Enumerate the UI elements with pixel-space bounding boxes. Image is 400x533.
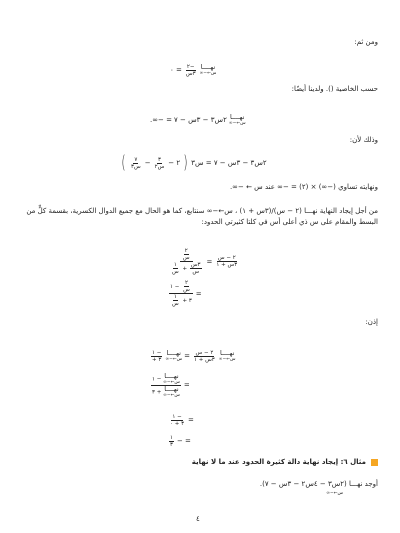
equation-9: = $\frac{- ١}{٣ + ٠}$ — [170, 413, 194, 427]
equation-8: = نهــــا س←−∞ − ١ نهــــا س←−∞ + ٣ — [152, 371, 190, 398]
equation-1: نهــــا س←−∞ $\frac{-٢}{\text{٣س}}$ = ٠ — [170, 63, 217, 77]
example-heading — [192, 458, 378, 467]
equation-3: ٢س٣ − ٣س − ٧ = س٣ ( ٢ − $\frac{٣}{\text{س٢}}$ − $\frac{٧}{\text{س٣}}$ ) — [121, 152, 267, 173]
equation-2: نهــــا س←−∞ ٢س٣ − ٣س − ٧ = −∞. — [150, 113, 246, 126]
then-text: إذن: — [365, 318, 378, 326]
limit-operator: نهــــا س←−∞ — [199, 63, 217, 76]
page-number: ٤ — [196, 515, 200, 523]
fraction: $\frac{-٢}{\text{٣س}}$ — [185, 63, 196, 77]
equation-6: نهــــا س←−∞ $\frac{\text{٢ − س}}{\text{٣س + ١}}$ = نهــــا س←−∞ $\frac{- ١}{٣ +}$ — [152, 349, 236, 363]
paragraph-2: من أجل إيجاد النهاية نهـــا (٢ − س)/(٣س + ١) ، س←−∞ سنتابع، كما هو الحال مع جميع الدوال الكسرية، بقسمة كلٍّ من البسط والمقام على س ذي أعلى أس في كلتا كثيرتي الحدود: — [26, 207, 378, 226]
example-body: أوجد نهـــا (٢س٣ − ٤س٢ − ٣س − ٧). س←−∞ — [259, 480, 378, 496]
property-text: حسب الخاصية (). ولدينا أيضًا: — [291, 85, 378, 93]
example-title: مثال ٦: إيجاد نهاية دالة كثيرة الحدود عند ما لا نهاية — [191, 458, 366, 466]
orange-square-icon — [371, 459, 378, 466]
intro-text: ومن ثم: — [354, 38, 378, 46]
because-text: وذلك لأن: — [349, 136, 378, 144]
equation-5: = $\frac{٢}{\text{س}}$ − ١ ٣ + $\frac{١}{\text{س}}$ — [170, 280, 202, 307]
equation-4: $\frac{\text{٢ − س}}{\text{٣س + ١}}$ = $\frac{٢}{\text{س}}$ $\frac{\text{٣س}}{\text{س}}$ + $\frac{١}{\text{س}}$ — [172, 248, 238, 275]
limit-text-1: ونهايته تساوي (−∞) × (٢) = −∞ عند س ← −∞. — [229, 183, 378, 191]
equation-10: = − $\frac{١}{٣}$ — [170, 434, 191, 448]
